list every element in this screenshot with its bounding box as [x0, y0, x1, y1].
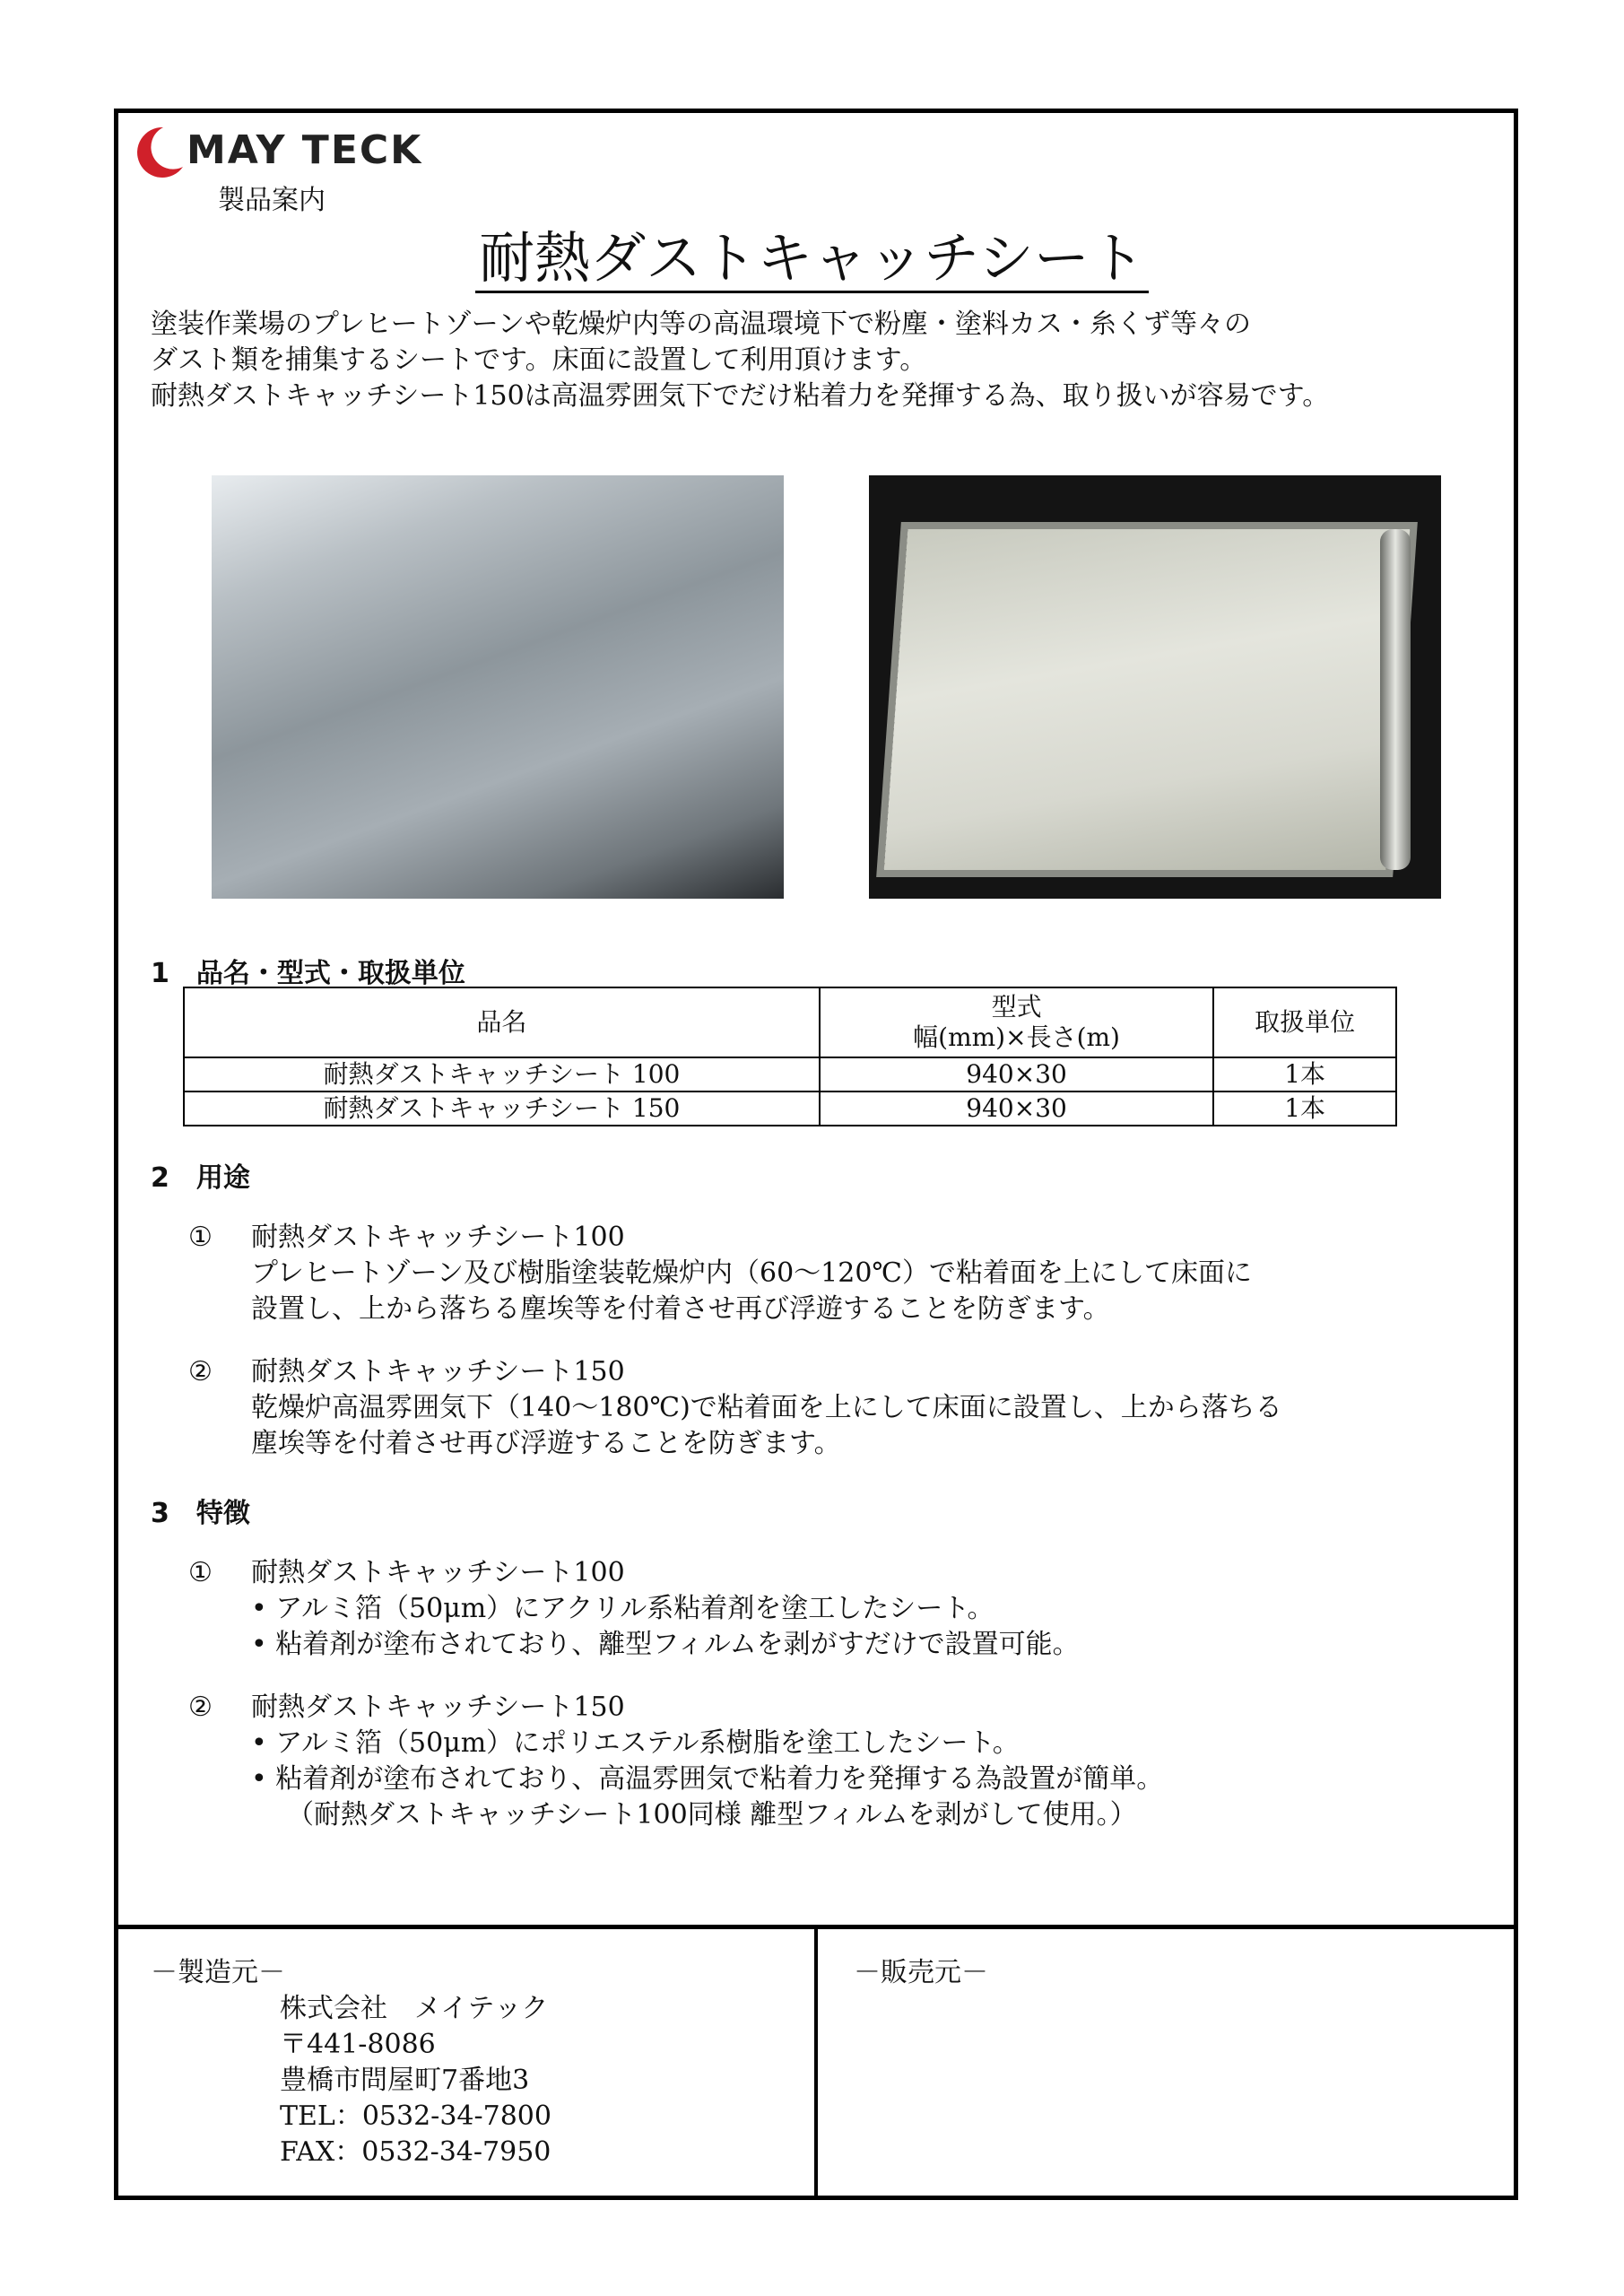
intro-text — [151, 307, 1329, 414]
maker-details: 株式会社 メイテック 〒441-8086 豊橋市問屋町7番地3 TEL：0532-34-7800 FAX：0532-34-7950 — [280, 1993, 551, 2168]
col-header-name: 品名 — [184, 987, 820, 1057]
product-photo-floor — [212, 475, 784, 899]
intro-line: 耐熱ダストキャッチシート150は高温雰囲気下でだけ粘着力を発揮する為、取り扱いが容易です。 — [151, 380, 1330, 412]
section-heading-features: 3 特徴 — [151, 1498, 250, 1529]
seller-label: －販売元－ — [854, 1957, 988, 1988]
page-title: 耐熱ダストキャッチシート — [0, 213, 1624, 293]
intro-line: ダスト類を捕集するシートです。床面に設置して利用頂けます。 — [151, 344, 927, 376]
section-heading-spec: 1 品名・型式・取扱単位 — [151, 958, 465, 989]
section-heading-usage: 2 用途 — [151, 1162, 250, 1194]
document-subtitle: 製品案内 — [218, 185, 326, 216]
intro-line: 塗装作業場のプレヒートゾーンや乾燥炉内等の高温環境下で粉塵・塗料カス・糸くず等々の — [151, 309, 1251, 340]
brand-name: MAY TECK — [187, 127, 423, 173]
table-row: 耐熱ダストキャッチシート 150 940×30 1本 — [184, 1091, 1396, 1126]
col-header-unit: 取扱単位 — [1213, 987, 1396, 1057]
footer-column-divider — [814, 1925, 818, 2200]
col-header-type: 型式 幅(mm)×長さ(m) — [820, 987, 1213, 1057]
product-photo-roll — [869, 475, 1441, 899]
page-frame — [114, 109, 1518, 2200]
maker-label: －製造元－ — [151, 1957, 285, 1988]
table-row: 耐熱ダストキャッチシート 100 940×30 1本 — [184, 1057, 1396, 1091]
spec-table — [183, 987, 1397, 1126]
